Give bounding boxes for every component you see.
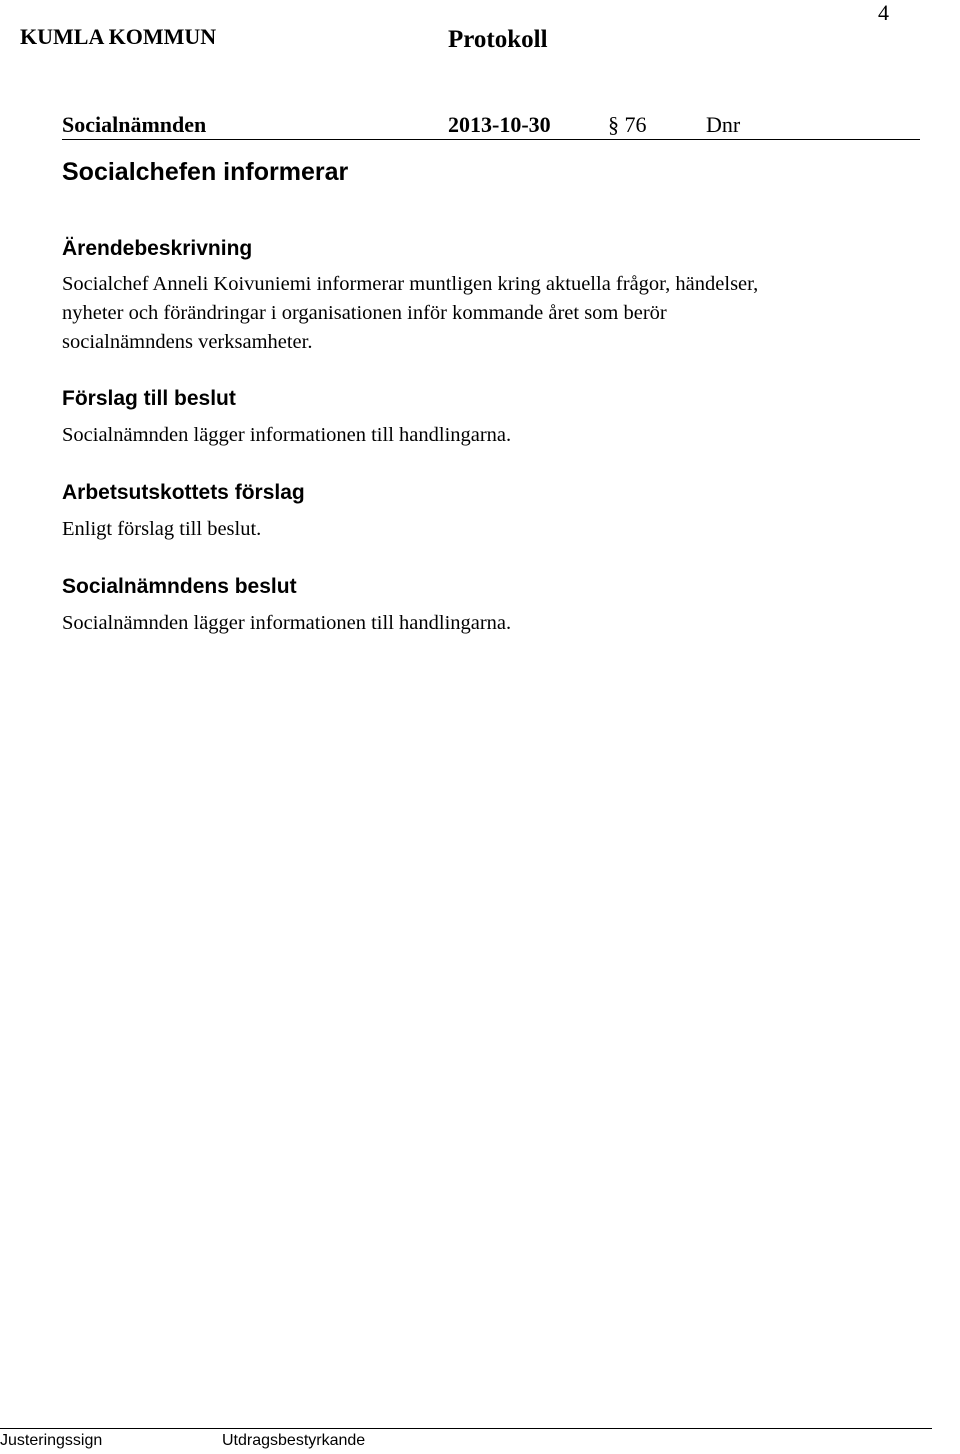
section-heading-working-committee: Arbetsutskottets förslag [62,481,305,504]
section-heading-proposal: Förslag till beslut [62,387,236,410]
page-number: 4 [878,0,889,25]
description-line-3: socialnämndens verksamheter. [62,331,313,353]
working-committee-text: Enligt förslag till beslut. [62,518,262,540]
section-heading-description: Ärendebeskrivning [62,237,253,260]
committee-name: Socialnämnden [62,112,207,137]
header-divider [62,139,920,140]
document-type: Protokoll [448,26,548,53]
footer-divider [0,1428,932,1429]
proposal-text: Socialnämnden lägger informationen till handlingarna. [62,424,512,446]
section-heading-decision: Socialnämndens beslut [62,575,297,598]
paragraph-number: § 76 [608,112,647,137]
footer-signature-label: Justeringssign [0,1432,103,1449]
dnr-label: Dnr [706,112,741,137]
document-title: Socialchefen informerar [62,158,349,186]
description-line-2: nyheter och förändringar i organisationen inför kommande året som berör [62,302,667,324]
footer-extract-label: Utdragsbestyrkande [222,1432,366,1449]
organization-name: KUMLA KOMMUN [20,24,217,49]
decision-text: Socialnämnden lägger informationen till handlingarna. [62,612,512,634]
description-line-1: Socialchef Anneli Koivuniemi informerar muntligen kring aktuella frågor, händelser, [62,273,759,295]
meeting-date: 2013-10-30 [448,112,551,137]
